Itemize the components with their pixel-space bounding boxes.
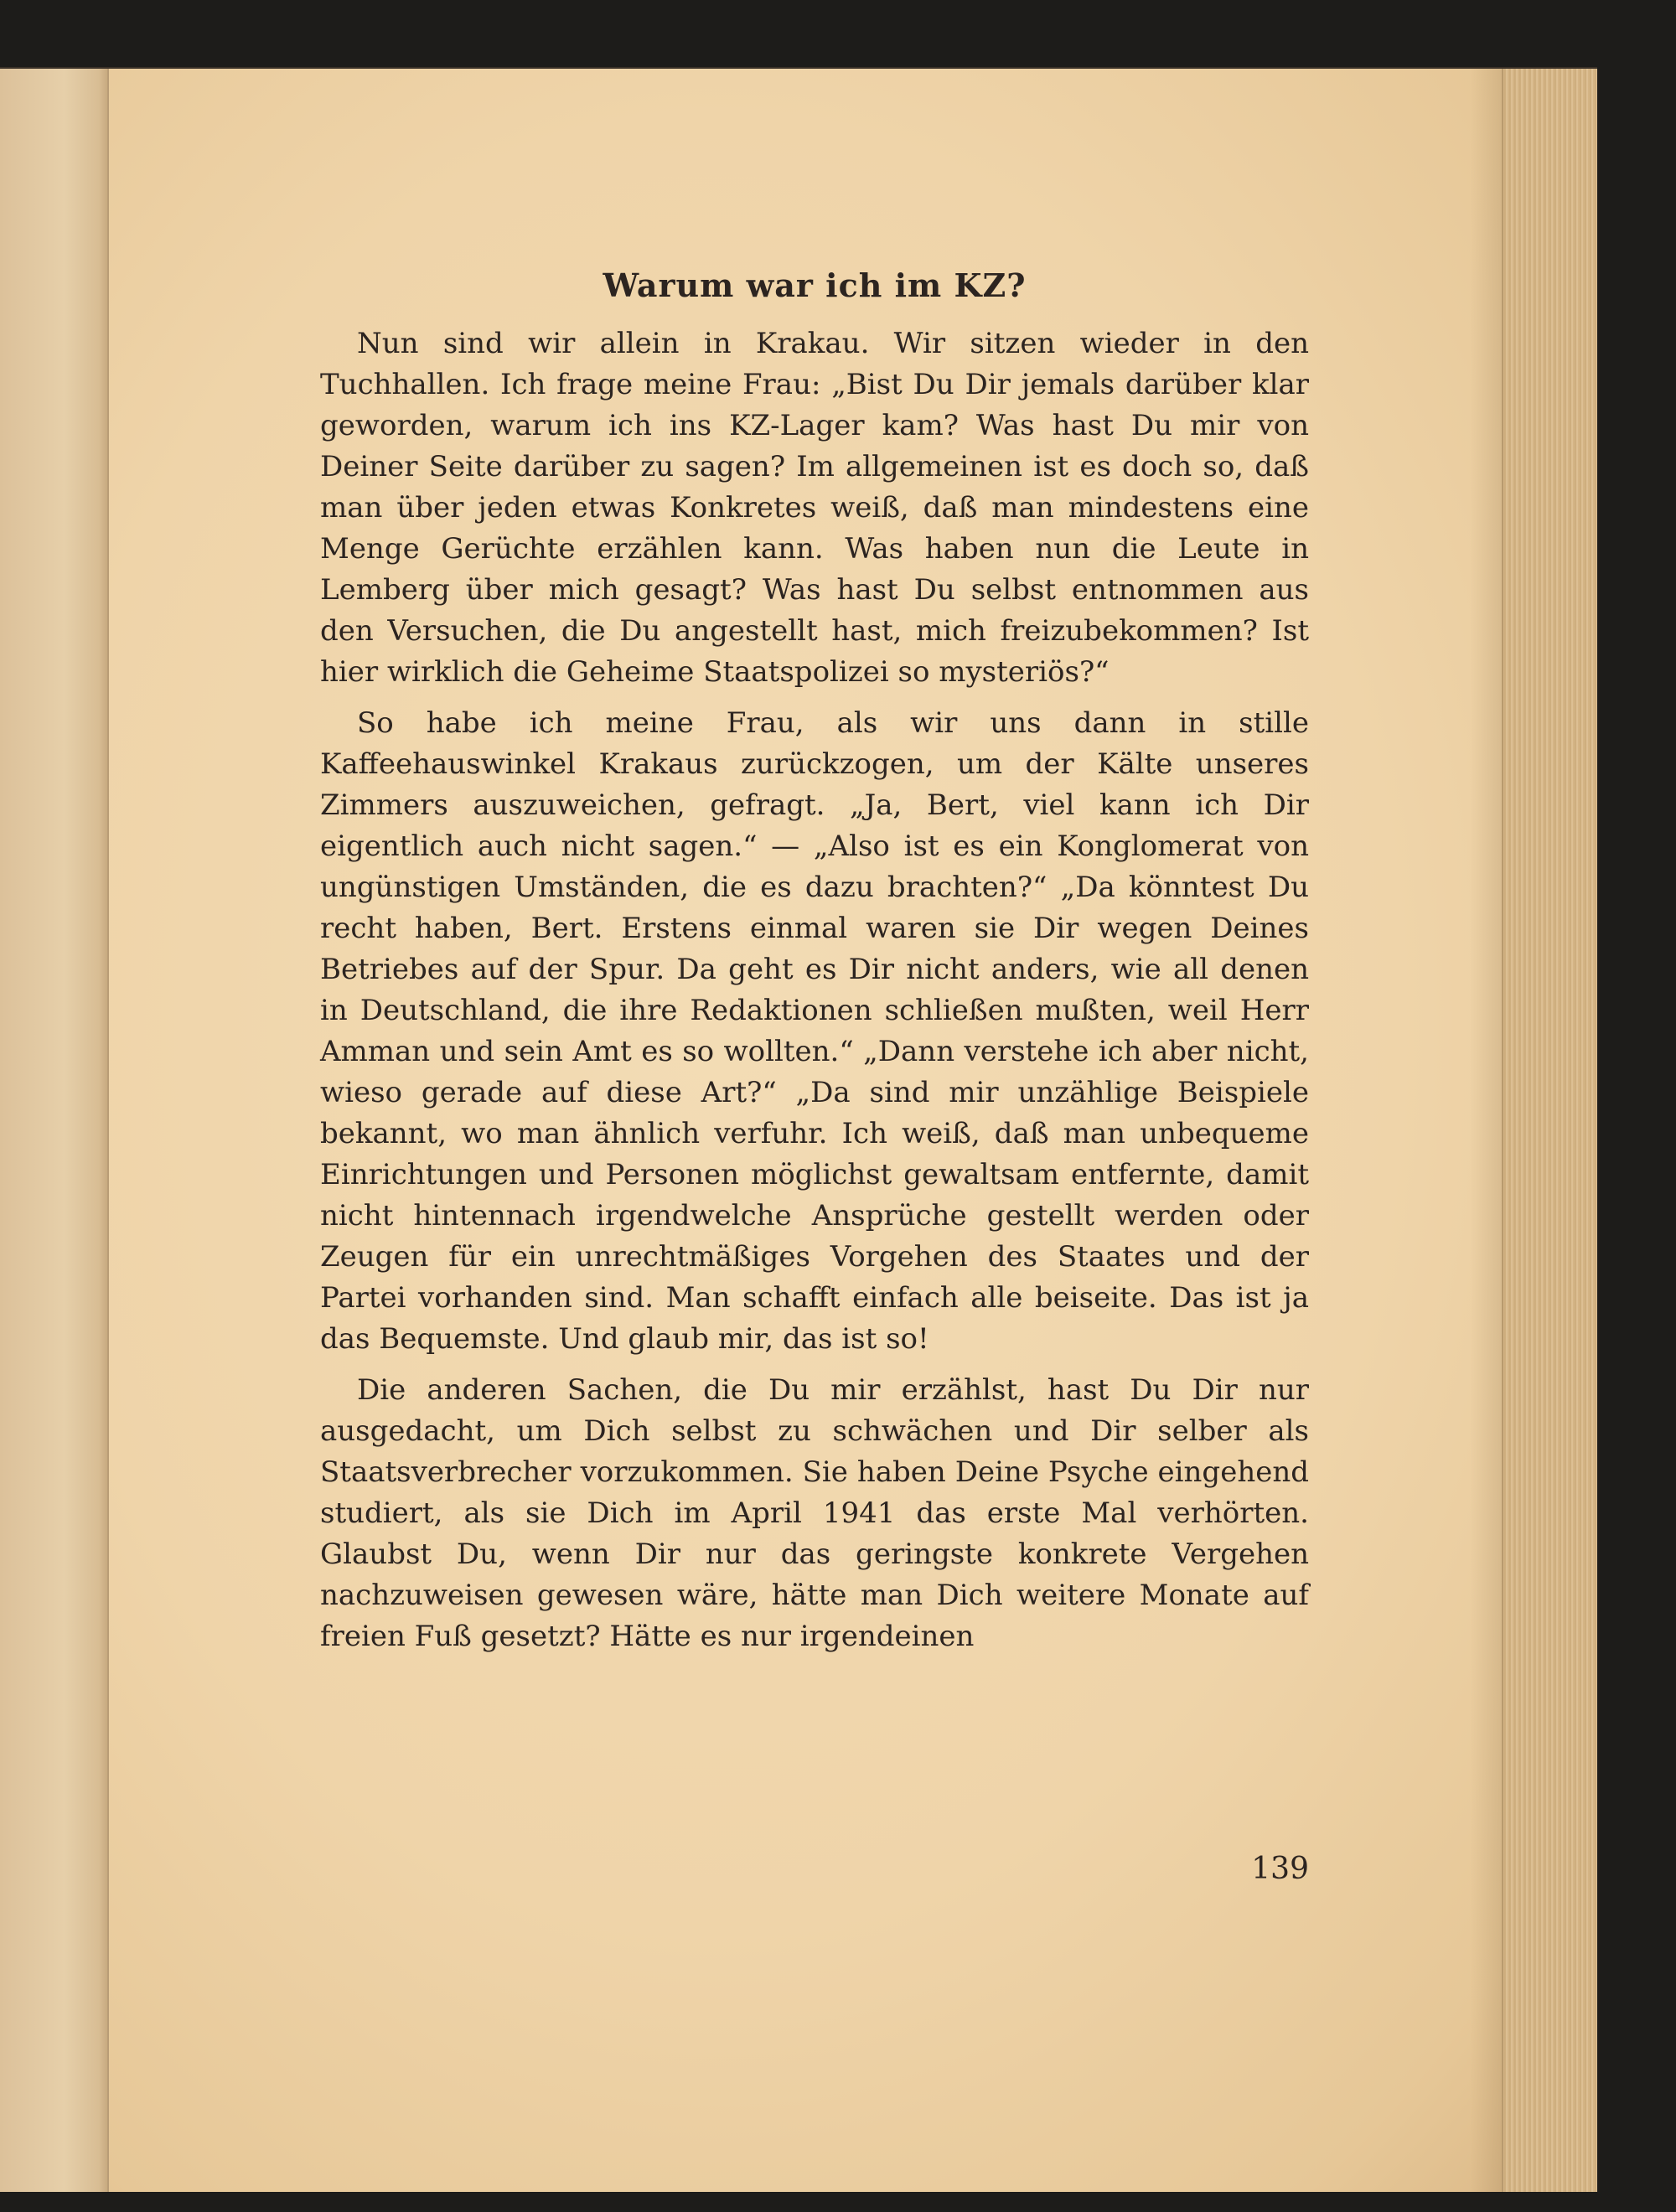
left-page-edge xyxy=(0,69,109,2192)
page-stack-edge xyxy=(1502,69,1597,2192)
chapter-heading: Warum war ich im KZ? xyxy=(603,266,1027,304)
paragraph-2: So habe ich meine Frau, als wir uns dann in stille Kaffeehauswinkel Krakaus zurückzogen, um der Kälte unseres Zimmers auszuweichen, gefragt. „Ja, Bert, viel kann ich Dir eigentlich auch nicht sagen.“ — „Also ist es ein Konglomerat von ungünstigen Umständen, die es dazu brachten?“ „Da könntest Du recht haben, Bert. Erstens einmal waren sie Dir wegen Deines Betriebes auf der Spur. Da geht es Dir nicht anders, wie all denen in Deutschland, die ihre Redaktionen schließen mußten, weil Herr Amman und sein Amt es so wollten.“ „Dann verstehe ich aber nicht, wieso gerade auf diese Art?“ „Da sind mir unzählige Beispiele bekannt, wo man ähnlich verfuhr. Ich weiß, daß man unbequeme Einrichtungen und Personen möglichst gewaltsam entfernte, damit nicht hintennach irgendwelche Ansprüche gestellt werden oder Zeugen für ein unrechtmäßiges Vorgehen des Staates und der Partei vorhanden sind. Man schafft einfach alle beiseite. Das ist ja das Bequemste. Und glaub mir, das ist so! xyxy=(320,705,1309,1356)
page-gutter-shadow xyxy=(1470,69,1503,2192)
paragraph-3: Die anderen Sachen, die Du mir erzählst, hast Du Dir nur ausgedacht, um Dich selbst zu schwächen und Dir selber als Staatsverbrecher vorzukommen. Sie haben Deine Psyche eingehend studiert, als sie Dich im April 1941 das erste Mal verhörten. Glaubst Du, wenn Dir nur das geringste konkrete Vergehen nachzuweisen gewesen wäre, hätte man Dich weitere Monate auf freien Fuß gesetzt? Hätte es nur irgendeinen xyxy=(320,1372,1309,1653)
text-block xyxy=(320,266,1309,1657)
page-number: 139 xyxy=(1251,1852,1309,1886)
paragraph-1: Nun sind wir allein in Krakau. Wir sitzen wieder in den Tuchhallen. Ich frage meine Frau: „Bist Du Dir jemals darüber klar geworden, warum ich ins KZ-Lager kam? Was hast Du mir von Deiner Seite darüber zu sagen? Im allgemeinen ist es doch so, daß man über jeden etwas Konkretes weiß, daß man mindestens eine Menge Gerüchte erzählen kann. Was haben nun die Leute in Lemberg über mich gesagt? Was hast Du selbst entnommen aus den Versuchen, die Du angestellt hast, mich freizubekommen? Ist hier wirklich die Geheime Staatspolizei so mysteriös?“ xyxy=(320,326,1309,689)
